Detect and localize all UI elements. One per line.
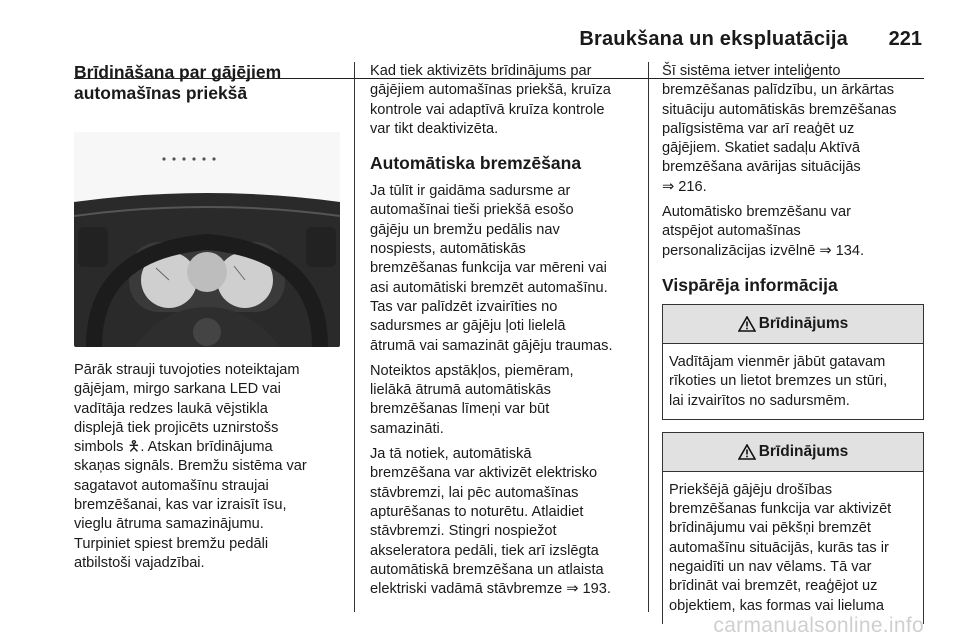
text-line: bremzēšanai, kas var izraisīt īsu, (74, 497, 287, 514)
text-line: bremzēšana var aktivizēt elektrisko (370, 465, 598, 482)
text-line: kontrole vai adaptīvā kruīza kontrole (370, 101, 605, 118)
warning-box-header (663, 433, 923, 472)
text-line: samazināti. (370, 420, 444, 437)
warning-box-body (663, 344, 923, 419)
text-line: lielākā ātrumā automātiskās (370, 382, 551, 399)
paragraph-cruise-control (370, 62, 634, 139)
paragraph-intelligent-braking (662, 62, 924, 197)
text-line: automašīnu situācijās, kurās tas ir (669, 539, 889, 556)
text-line: Tas var palīdzēt izvairīties no (370, 298, 558, 315)
text-line: bremzēšanas funkcija var mēreni vai (370, 260, 607, 277)
warning-box (662, 304, 924, 420)
section-heading-automatic-braking: Automātiska bremzēšana (370, 153, 582, 174)
warning-box (662, 432, 924, 624)
paragraph-warning-description (74, 361, 340, 573)
header-title: Braukšana un ekspluatācija (579, 28, 848, 50)
text-line: Kad tiek aktivizēts brīdinājums par (370, 63, 592, 79)
text-line: rīkoties un lietot bremzes un stūri, (669, 373, 888, 390)
page-number: 221 (888, 28, 922, 50)
text-line: stāvbremzi, lai pēc automašīnas (370, 484, 579, 501)
text-line: skaņas signāls. Bremžu sistēma var (74, 458, 307, 475)
warning-box-header (663, 305, 923, 344)
text-line: nospiests, automātiskās (370, 241, 526, 258)
paragraph-conditions (370, 362, 634, 439)
text-line: displejā tiek projicēts uznirstošs (74, 419, 279, 436)
heading-line: automašīnas priekšā (74, 83, 248, 103)
text-line: brīdinājumu vai pēkšņi bremzēt (669, 520, 871, 537)
warning-triangle-icon (738, 316, 756, 332)
section-heading-pedestrian-warning (74, 62, 340, 104)
text-line: Priekšējā gājēju drošības (669, 481, 833, 498)
text-line: akseleratora pedāli, tiek arī izslēgta (370, 542, 599, 559)
text-line: automātiskā bremzēšana un atlaista (370, 561, 604, 578)
text-line: vieglu ātruma samazinājumu. (74, 516, 264, 533)
text-line: situāciju automātiskās bremzēšanas (662, 101, 897, 118)
text-line: negaidīti un nav vēlams. Tā var (669, 559, 872, 576)
column-2 (370, 62, 634, 605)
text-line: ⇒ 216. (662, 178, 707, 195)
text-line: sadursmes ar gājēju ļoti lielelā (370, 318, 566, 335)
text-line: atspējot automašīnas (662, 223, 801, 240)
column-1 (74, 62, 340, 579)
heading-line: Brīdināšana par gājējiem (74, 62, 282, 82)
paragraph-personalization (662, 203, 924, 261)
text-line: automašīnai tieši priekšā esošo (370, 202, 574, 219)
text-line: sagatavot automašīnu straujai (74, 477, 269, 494)
text-line: objektiem, kas formas vai lieluma (669, 597, 884, 614)
text-line: Automātisko bremzēšanu var (662, 204, 851, 221)
text-line: gājējam, mirgo sarkana LED vai (74, 381, 281, 398)
text-line: Ja tā notiek, automātiskā (370, 446, 532, 463)
text-line: Ja tūlīt ir gaidāma sadursme ar (370, 183, 571, 200)
paragraph-automatic-braking (370, 182, 634, 356)
text-line: bremzēšana avārijas situācijās (662, 159, 861, 176)
text-line: vadītāja redzes laukā vējstikla (74, 400, 268, 417)
text-line: Turpiniet spiest bremžu pedāli (74, 535, 269, 552)
text-line: stāvbremzi. Stingri nospiežot (370, 523, 557, 540)
text-line: Pārāk strauji tuvojoties noteiktajam (74, 362, 300, 378)
text-line: bremzēšanas līmeņi var būt (370, 401, 550, 418)
text-line: bremzēšanas funkcija var aktivizēt (669, 501, 892, 518)
warning-box-title: Brīdinājums (758, 443, 849, 461)
page-header (0, 26, 960, 56)
text-line: brīdināt vai bremzēt, reaģējot uz (669, 578, 878, 595)
text-line: gājējiem. Skatiet sadaļu Aktīvā (662, 140, 860, 157)
text-line: simbols 🯅. Atskan brīdinājuma (74, 439, 273, 456)
text-line: apturēšanas to noturētu. Atlaidiet (370, 503, 584, 520)
text-line: gājēju un bremžu pedālis nav (370, 221, 560, 238)
text-line: gājējiem automašīnas priekšā, kruīza (370, 82, 611, 99)
text-line: elektriski vadāmā stāvbremze ⇒ 193. (370, 581, 611, 598)
text-line: atbilstoši vajadzībai. (74, 554, 205, 571)
watermark: carmanualsonline.info (713, 614, 924, 637)
text-line: var tikt deaktivizēta. (370, 120, 499, 137)
text-line: Šī sistēma ietver inteliģento (662, 63, 841, 79)
text-line: asi automātiski bremzēt automašīnu. (370, 279, 608, 296)
text-line: palīgsistēma var arī reaģēt uz (662, 120, 855, 137)
text-line: lai izvairītos no sadursmēm. (669, 392, 850, 409)
dashboard-illustration-svg (74, 132, 340, 347)
column-divider (648, 62, 649, 612)
warning-box-body (663, 472, 923, 624)
section-heading-general-info: Vispārēja informācija (662, 274, 838, 295)
text-line: bremzēšanas palīdzību, un ārkārtas (662, 82, 895, 99)
text-line: ātrumā vai samazināt gājēju traumas. (370, 337, 613, 354)
paragraph-parking-brake (370, 445, 634, 599)
warning-triangle-icon (738, 444, 756, 460)
dashboard-illustration (74, 132, 340, 347)
text-line: personalizācijas izvēlnē ⇒ 134. (662, 242, 865, 259)
text-line: Noteiktos apstākļos, piemēram, (370, 362, 574, 379)
text-line: Vadītājam vienmēr jābūt gatavam (669, 353, 886, 370)
column-divider (354, 62, 355, 612)
warning-box-title: Brīdinājums (758, 315, 849, 333)
column-3 (662, 62, 924, 636)
